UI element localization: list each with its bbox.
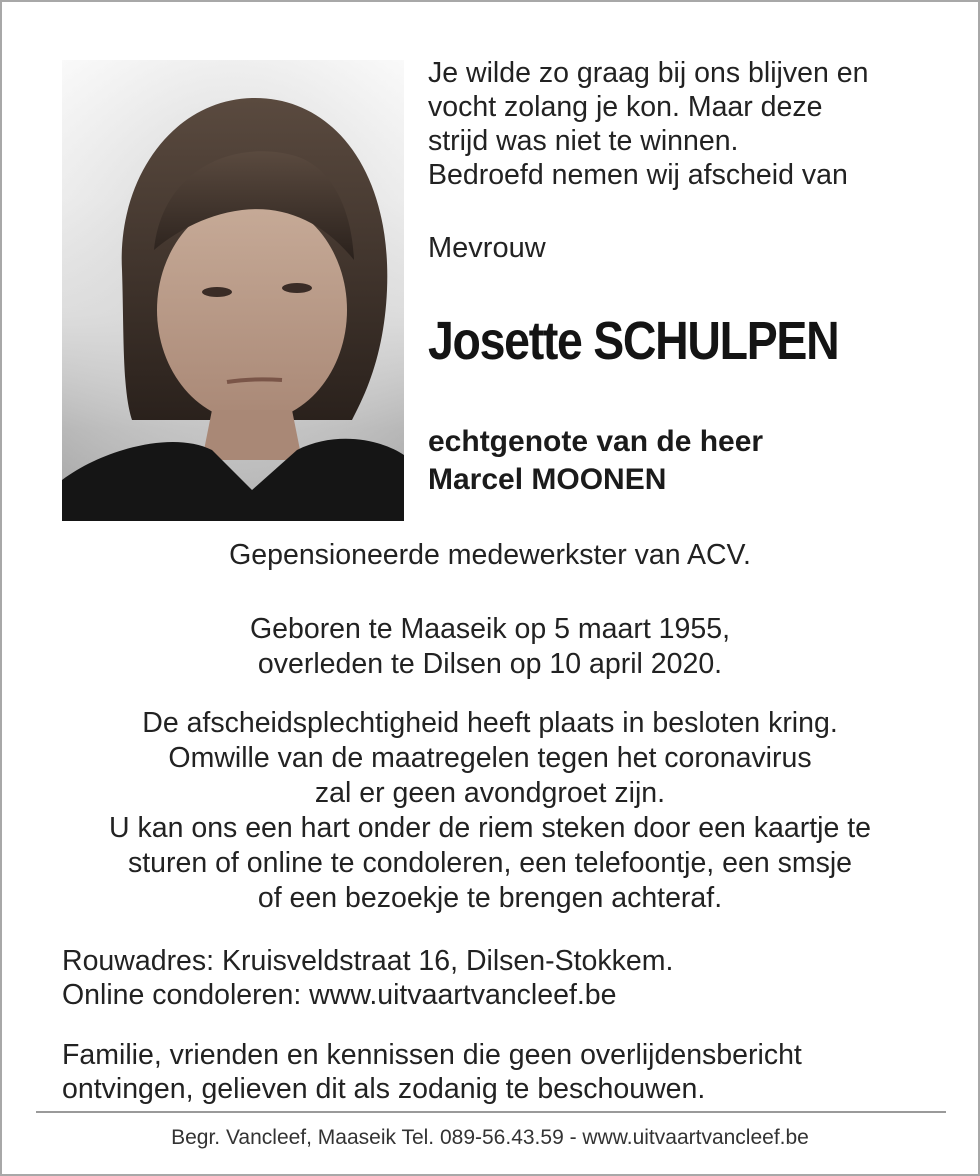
ceremony-info: [2, 706, 978, 916]
spouse-name: Marcel MOONEN: [428, 463, 667, 496]
ceremony-line: of een bezoekje te brengen achteraf.: [257, 882, 723, 914]
poem-line: Bedroefd nemen wij afscheid van: [428, 159, 848, 191]
funeral-home-footer: Begr. Vancleef, Maaseik Tel. 089-56.43.59 - www.uitvaartvancleef.be: [171, 1126, 809, 1149]
memorial-poem: [428, 56, 868, 192]
family-notice: [62, 1038, 802, 1106]
spouse-info: [428, 423, 763, 499]
notice-line: Familie, vrienden en kennissen die geen overlijdensbericht: [62, 1039, 802, 1071]
death-line: overleden te Dilsen op 10 april 2020.: [257, 648, 723, 680]
occupation: [2, 538, 978, 573]
deceased-name: Josette SCHULPEN: [428, 311, 839, 371]
occupation-text: Gepensioneerde medewerkster van ACV.: [229, 539, 751, 571]
ceremony-line: sturen of online te condoleren, een telefoontje, een smsje: [127, 847, 853, 879]
honorific-title: Mevrouw: [428, 232, 546, 264]
contact-info: [62, 944, 673, 1012]
ceremony-line: zal er geen avondgroet zijn.: [314, 777, 666, 809]
birth-line: Geboren te Maaseik op 5 maart 1955,: [249, 613, 731, 645]
poem-line: strijd was niet te winnen.: [428, 125, 739, 157]
poem-line: vocht zolang je kon. Maar deze: [428, 91, 823, 123]
portrait-photo: [62, 60, 404, 521]
ceremony-line: U kan ons een hart onder de riem steken door een kaartje te: [108, 812, 872, 844]
poem-line: Je wilde zo graag bij ons blijven en: [428, 57, 869, 89]
notice-line: ontvingen, gelieven dit als zodanig te beschouwen.: [62, 1073, 706, 1105]
spouse-relation: echtgenote van de heer: [428, 425, 764, 458]
footer-divider: [36, 1111, 946, 1113]
ceremony-line: Omwille van de maatregelen tegen het coronavirus: [168, 742, 812, 774]
ceremony-line: De afscheidsplechtigheid heeft plaats in besloten kring.: [142, 707, 838, 739]
online-condolence: Online condoleren: www.uitvaartvancleef.be: [62, 979, 617, 1011]
life-dates: [2, 612, 978, 682]
mourning-address: Rouwadres: Kruisveldstraat 16, Dilsen-Stokkem.: [62, 945, 674, 977]
